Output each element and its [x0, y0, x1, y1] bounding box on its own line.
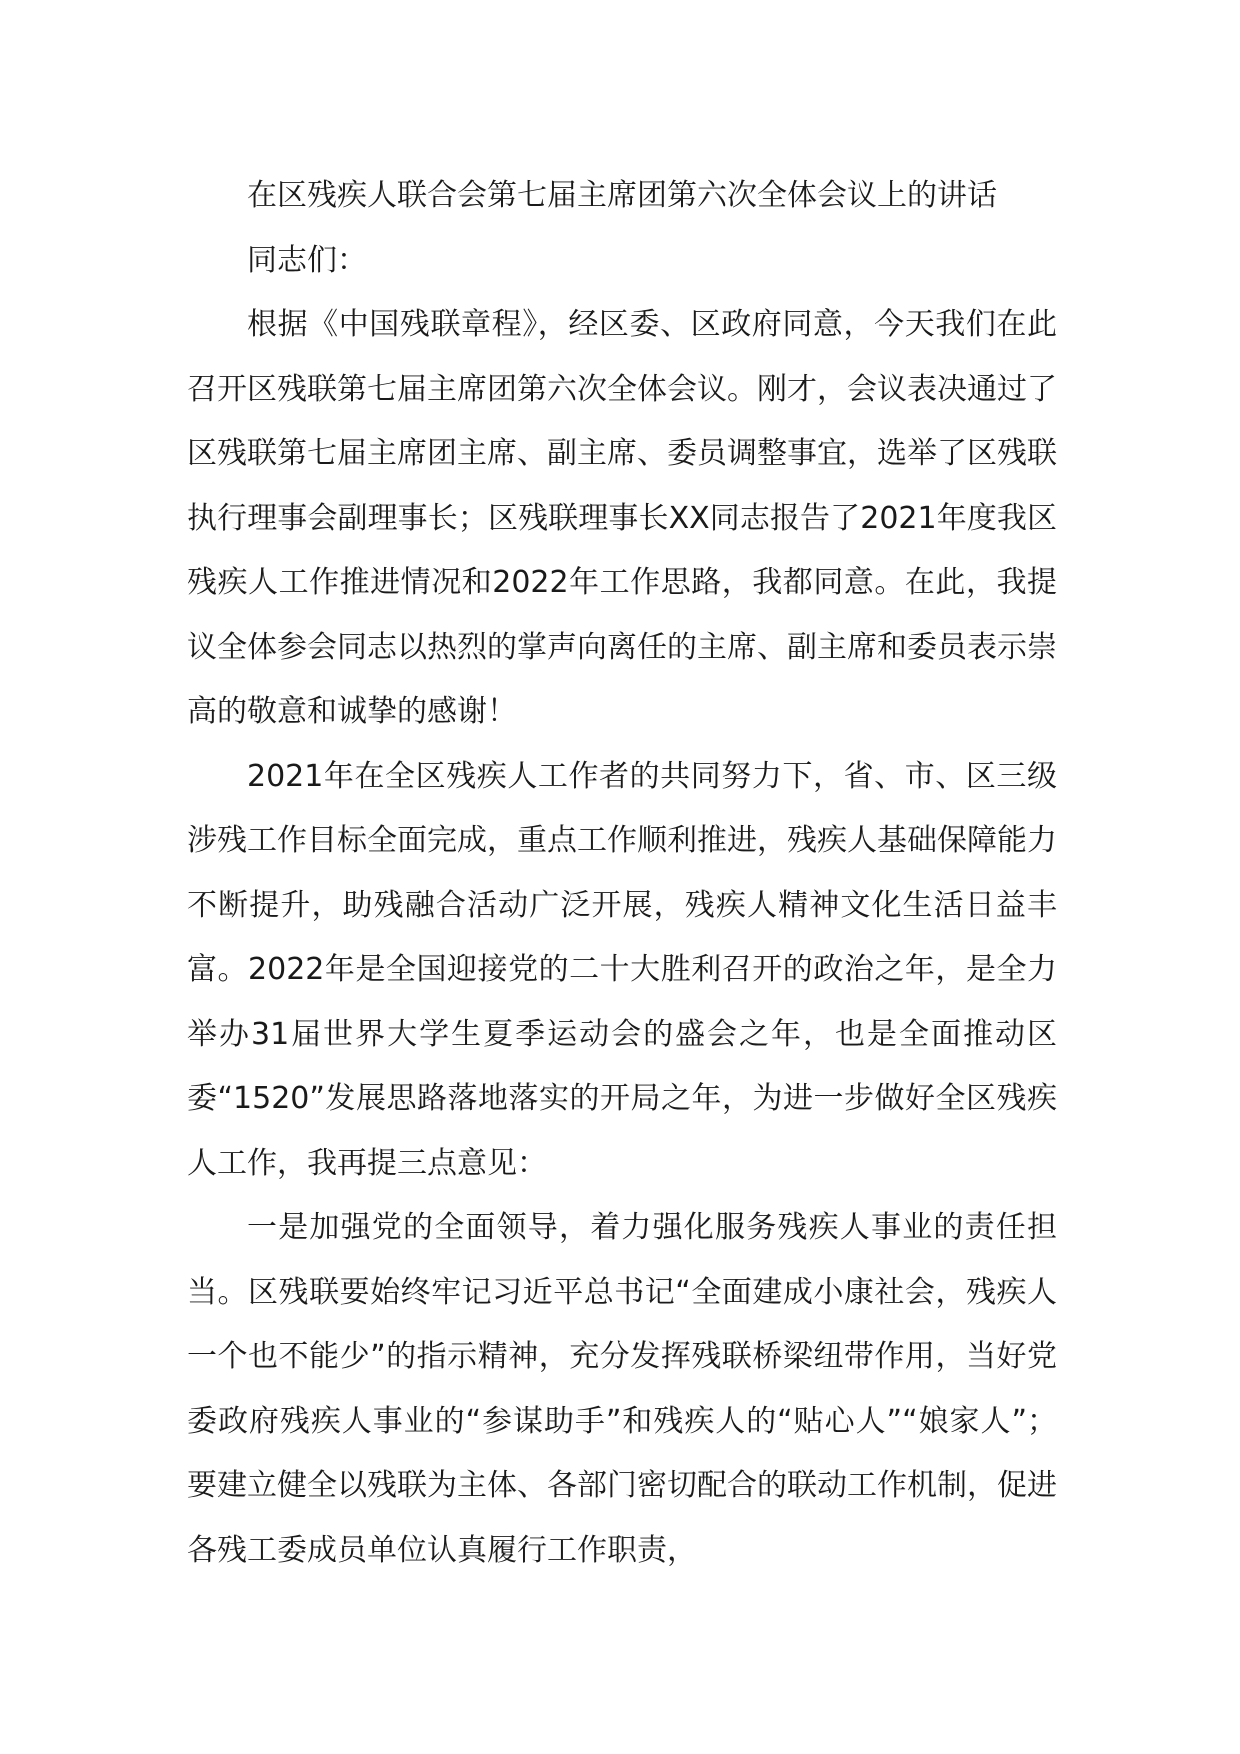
- document-body: [187, 164, 1057, 1583]
- salutation: 同志们：: [247, 242, 367, 278]
- paragraph: 2021年在全区残疾人工作者的共同努力下，省、市、区三级涉残工作目标全面完成，重点工作顺利推进，残疾人基础保障能力不断提升，助残融合活动广泛开展，残疾人精神文化生活日益丰富。2022年是全国迎接党的二十大胜利召开的政治之年，是全力举办31届世界大学生夏季运动会的盛会之年，也是全面推动区委“1520”发展思路落地落实的开局之年，为进一步做好全区残疾人工作，我再提三点意见：: [187, 758, 1057, 1181]
- document-title: 在区残疾人联合会第七届主席团第六次全体会议上的讲话: [247, 178, 997, 213]
- paragraph: 根据《中国残联章程》，经区委、区政府同意，今天我们在此召开区残联第七届主席团第六次全体会议。刚才，会议表决通过了区残联第七届主席团主席、副主席、委员调整事宜，选举了区残联执行理事会副理事长；区残联理事长XX同志报告了2021年度我区残疾人工作推进情况和2022年工作思路，我都同意。在此，我提议全体参会同志以热烈的掌声向离任的主席、副主席和委员表示崇高的敬意和诚挚的感谢！: [187, 307, 1057, 729]
- paragraph: 一是加强党的全面领导，着力强化服务残疾人事业的责任担当。区残联要始终牢记习近平总书记“全面建成小康社会，残疾人一个也不能少”的指示精神，充分发挥残联桥梁纽带作用，当好党委政府残疾人事业的“参谋助手”和残疾人的“贴心人”“娘家人”；要建立健全以残联为主体、各部门密切配合的联动工作机制，促进各残工委成员单位认真履行工作职责，: [187, 1210, 1057, 1568]
